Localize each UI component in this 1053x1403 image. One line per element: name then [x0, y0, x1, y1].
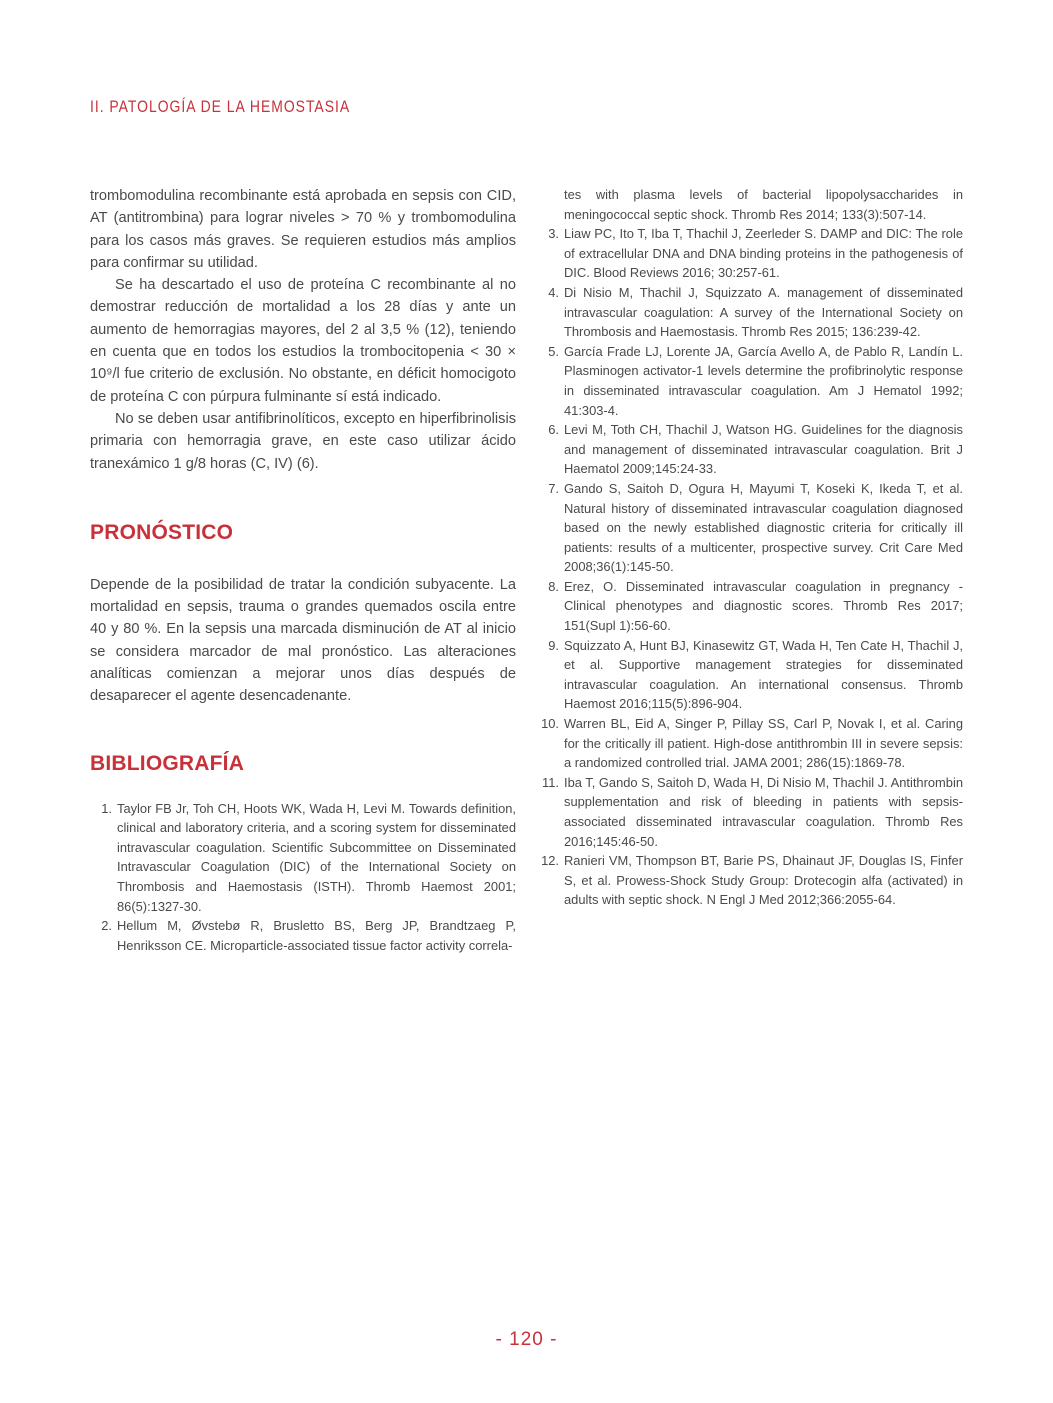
- reference-item: [537, 636, 963, 714]
- left-column: [90, 185, 516, 955]
- reference-text: Taylor FB Jr, Toh CH, Hoots WK, Wada H, Levi M. Towards definition, clinical and laboratory criteria, and a scoring system for disseminated intravascular coagulation. Scientific Subcommittee on Disseminated Intravascular Coagulation (DIC) of the International Society on Thrombosis and Haemostasis (ISTH). Thromb Haemost 2001; 86(5):1327-30.: [117, 800, 516, 914]
- page-number: - 120 -: [495, 1329, 558, 1350]
- reference-text: Levi M, Toth CH, Thachil J, Watson HG. Guidelines for the diagnosis and management of disseminated intravascular coagulation. Brit J Haematol 2009;145:24-33.: [564, 422, 963, 477]
- reference-number: 5.: [548, 343, 559, 359]
- reference-item: [537, 577, 963, 636]
- reference-number: 6.: [548, 422, 559, 438]
- reference-list-continued: [537, 185, 963, 910]
- reference-item: [537, 224, 963, 283]
- reference-text: Di Nisio M, Thachil J, Squizzato A. management of disseminated intravascular coagulation: A survey of the International Society on Thrombosis and Haemostasis. Thromb Res 2015; 136:239-42.: [564, 284, 963, 340]
- reference-item: [537, 420, 963, 479]
- reference-text: tes with plasma levels of bacterial lipopolysaccharides in meningococcal septic shock. Thromb Res 2014; 133(3):507-14.: [564, 187, 963, 222]
- reference-item: [90, 799, 516, 917]
- reference-text: Gando S, Saitoh D, Ogura H, Mayumi T, Koseki K, Ikeda T, et al. Natural history of disseminated intravascular coagulation diagnosed based on the newly established diagnostic criteria for critically ill patients: results of a multicenter, prospective survey. Crit Care Med 2008;36(1):145-50.: [564, 480, 963, 575]
- reference-item-continued: [537, 185, 963, 224]
- reference-number: 7.: [548, 480, 559, 496]
- reference-number: 8.: [548, 578, 559, 594]
- reference-number: 10.: [541, 716, 559, 732]
- reference-text: Ranieri VM, Thompson BT, Barie PS, Dhainaut JF, Douglas IS, Finfer S, et al. Prowess-Shock Study Group: Drotecogin alfa (activated) in adults with septic shock. N Engl J Med 2012;366:2055-64.: [564, 853, 963, 908]
- reference-list: [90, 799, 516, 956]
- reference-item: [537, 714, 963, 773]
- section-heading-pronostico: PRONÓSTICO: [90, 520, 234, 544]
- reference-text: Erez, O. Disseminated intravascular coagulation in pregnancy - Clinical phenotypes and diagnostic scores. Thromb Res 2017; 151(Supl 1):56-60.: [564, 578, 963, 634]
- reference-item: [537, 342, 963, 420]
- reference-text: Squizzato A, Hunt BJ, Kinasewitz GT, Wada H, Ten Cate H, Thachil J, et al. Supportive management strategies for disseminated intravascular coagulation. An international consensus. Thromb Haemost 2016;115(5):896-904.: [564, 637, 963, 712]
- reference-number: 11.: [542, 774, 559, 790]
- reference-item: [537, 479, 963, 577]
- reference-number: 9.: [548, 637, 559, 653]
- reference-number: 3.: [548, 226, 559, 242]
- reference-number: 1.: [101, 800, 112, 816]
- pronostico-paragraph: Depende de la posibilidad de tratar la condición subyacente. La mortalidad en sepsis, trauma o grandes quemados oscila entre 40 y 80 %. En la sepsis una marcada disminución de AT al inicio se considera marcador de mal pronóstico. Las alteraciones analíticas comienzan a mejorar unos días después de desaparecer el agente desencadenante.: [90, 576, 516, 705]
- reference-number: 2.: [101, 918, 112, 934]
- running-header: II. PATOLOGÍA DE LA HEMOSTASIA: [90, 97, 351, 116]
- reference-text: Liaw PC, Ito T, Iba T, Thachil J, Zeerleder S. DAMP and DIC: The role of extracellular DNA and DNA binding proteins in the pathogenesis of DIC. Blood Reviews 2016; 30:257-61.: [564, 226, 963, 281]
- reference-item: [537, 773, 963, 851]
- body-paragraph: Se ha descartado el uso de proteína C recombinante al no demostrar reducción de mortalidad a los 28 días y ante un aumento de hemorragias mayores, del 2 al 3,5 % (12), teniendo en cuenta que en todos los estudios la trombocitopenia < 30 × 10⁹/l fue criterio de exclusión. No obstante, en déficit homocigoto de proteína C con púrpura fulminante sí está indicado.: [90, 277, 516, 405]
- reference-text: Iba T, Gando S, Saitoh D, Wada H, Di Nisio M, Thachil J. Antithrombin supplementation and risk of bleeding in patients with sepsis-associated disseminated intravascular coagulation. Thromb Res 2016;145:46-50.: [564, 774, 963, 849]
- reference-item: [537, 283, 963, 342]
- reference-item: [537, 851, 963, 910]
- reference-text: Warren BL, Eid A, Singer P, Pillay SS, Carl P, Novak I, et al. Caring for the critically ill patient. High-dose antithrombin III in severe sepsis: a randomized controlled trial. JAMA 2001; 286(15):1869-78.: [564, 716, 963, 771]
- section-heading-bibliografia: BIBLIOGRAFÍA: [90, 751, 245, 775]
- reference-text: García Frade LJ, Lorente JA, García Avello A, de Pablo R, Landín L. Plasminogen activator-1 levels determine the profibrinolytic response in disseminated intravascular coagulation. Am J Hematol 1992; 41:303-4.: [564, 343, 963, 418]
- reference-number: 12.: [541, 853, 559, 869]
- body-paragraph: No se deben usar antifibrinolíticos, excepto en hiperfibrinolisis primaria con hemorragia grave, en este caso utilizar ácido tranexámico 1 g/8 horas (C, IV) (6).: [90, 410, 516, 472]
- body-paragraph: trombomodulina recombinante está aprobada en sepsis con CID, AT (antitrombina) para lograr niveles > 70 % y trombomodulina para los casos más graves. Se requieren estudios más amplios para confirmar su utilidad.: [90, 188, 516, 271]
- reference-text: Hellum M, Øvstebø R, Brusletto BS, Berg JP, Brandtzaeg P, Henriksson CE. Microparticle-associated tissue factor activity correla-: [117, 918, 516, 953]
- reference-number: 4.: [548, 284, 559, 300]
- reference-item: [90, 916, 516, 955]
- right-column: [537, 185, 963, 910]
